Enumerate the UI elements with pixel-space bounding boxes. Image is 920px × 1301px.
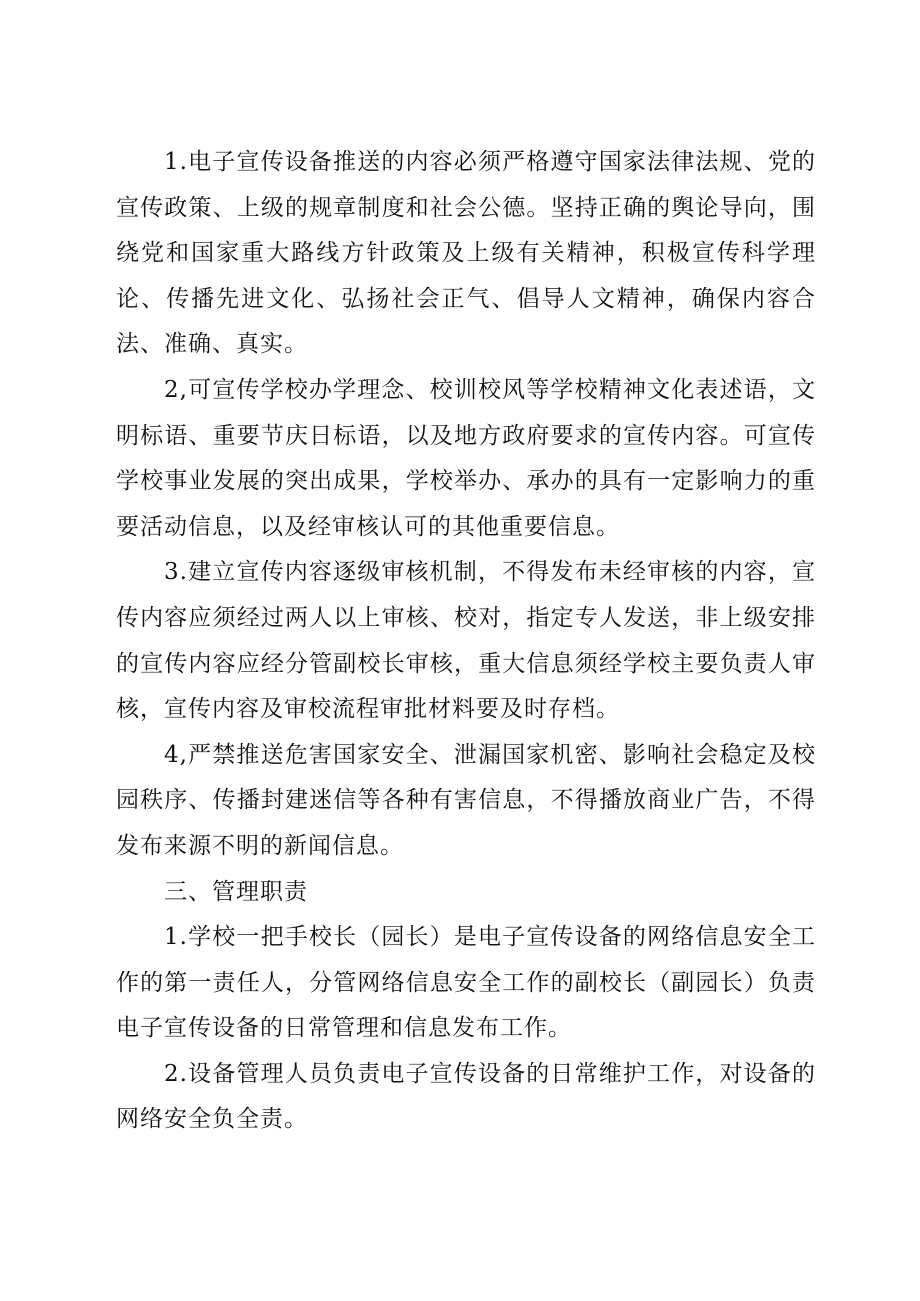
content-rule-3: 3.建立宣传内容逐级审核机制，不得发布未经审核的内容，宣传内容应须经过两人以上审核、校对，指定专人发送，非上级安排的宣传内容应经分管副校长审核，重大信息须经学校主要负责人审核，宣传内容及审校流程审批材料要及时存档。 (116, 559, 816, 723)
duty-item-1: 1.学校一把手校长（园长）是电子宣传设备的网络信息安全工作的第一责任人，分管网络信息安全工作的副校长（副园长）负责电子宣传设备的日常管理和信息发布工作。 (116, 924, 816, 1042)
duty-item-2: 2.设备管理人员负责电子宣传设备的日常维护工作，对设备的网络安全负全责。 (116, 1060, 816, 1133)
content-rule-1: 1.电子宣传设备推送的内容必须严格遵守国家法律法规、党的宣传政策、上级的规章制度和社会公德。坚持正确的舆论导向，围绕党和国家重大路线方针政策及上级有关精神，积极宣传科学理论、传播先进文化、弘扬社会正气、倡导人文精神，确保内容合法、准确、真实。 (116, 149, 816, 358)
section-heading-management-duties: 三、管理职责 (164, 878, 308, 905)
content-rule-4: 4,严禁推送危害国家安全、泄漏国家机密、影响社会稳定及校园秩序、传播封建迷信等各种有害信息，不得播放商业广告，不得发布来源不明的新闻信息。 (116, 741, 816, 859)
document-body (116, 140, 816, 1143)
content-rule-2: 2,可宣传学校办学理念、校训校风等学校精神文化表述语，文明标语、重要节庆日标语，以及地方政府要求的宣传内容。可宣传学校事业发展的突出成果，学校举办、承办的具有一定影响力的重要活动信息，以及经审核认可的其他重要信息。 (116, 376, 816, 540)
